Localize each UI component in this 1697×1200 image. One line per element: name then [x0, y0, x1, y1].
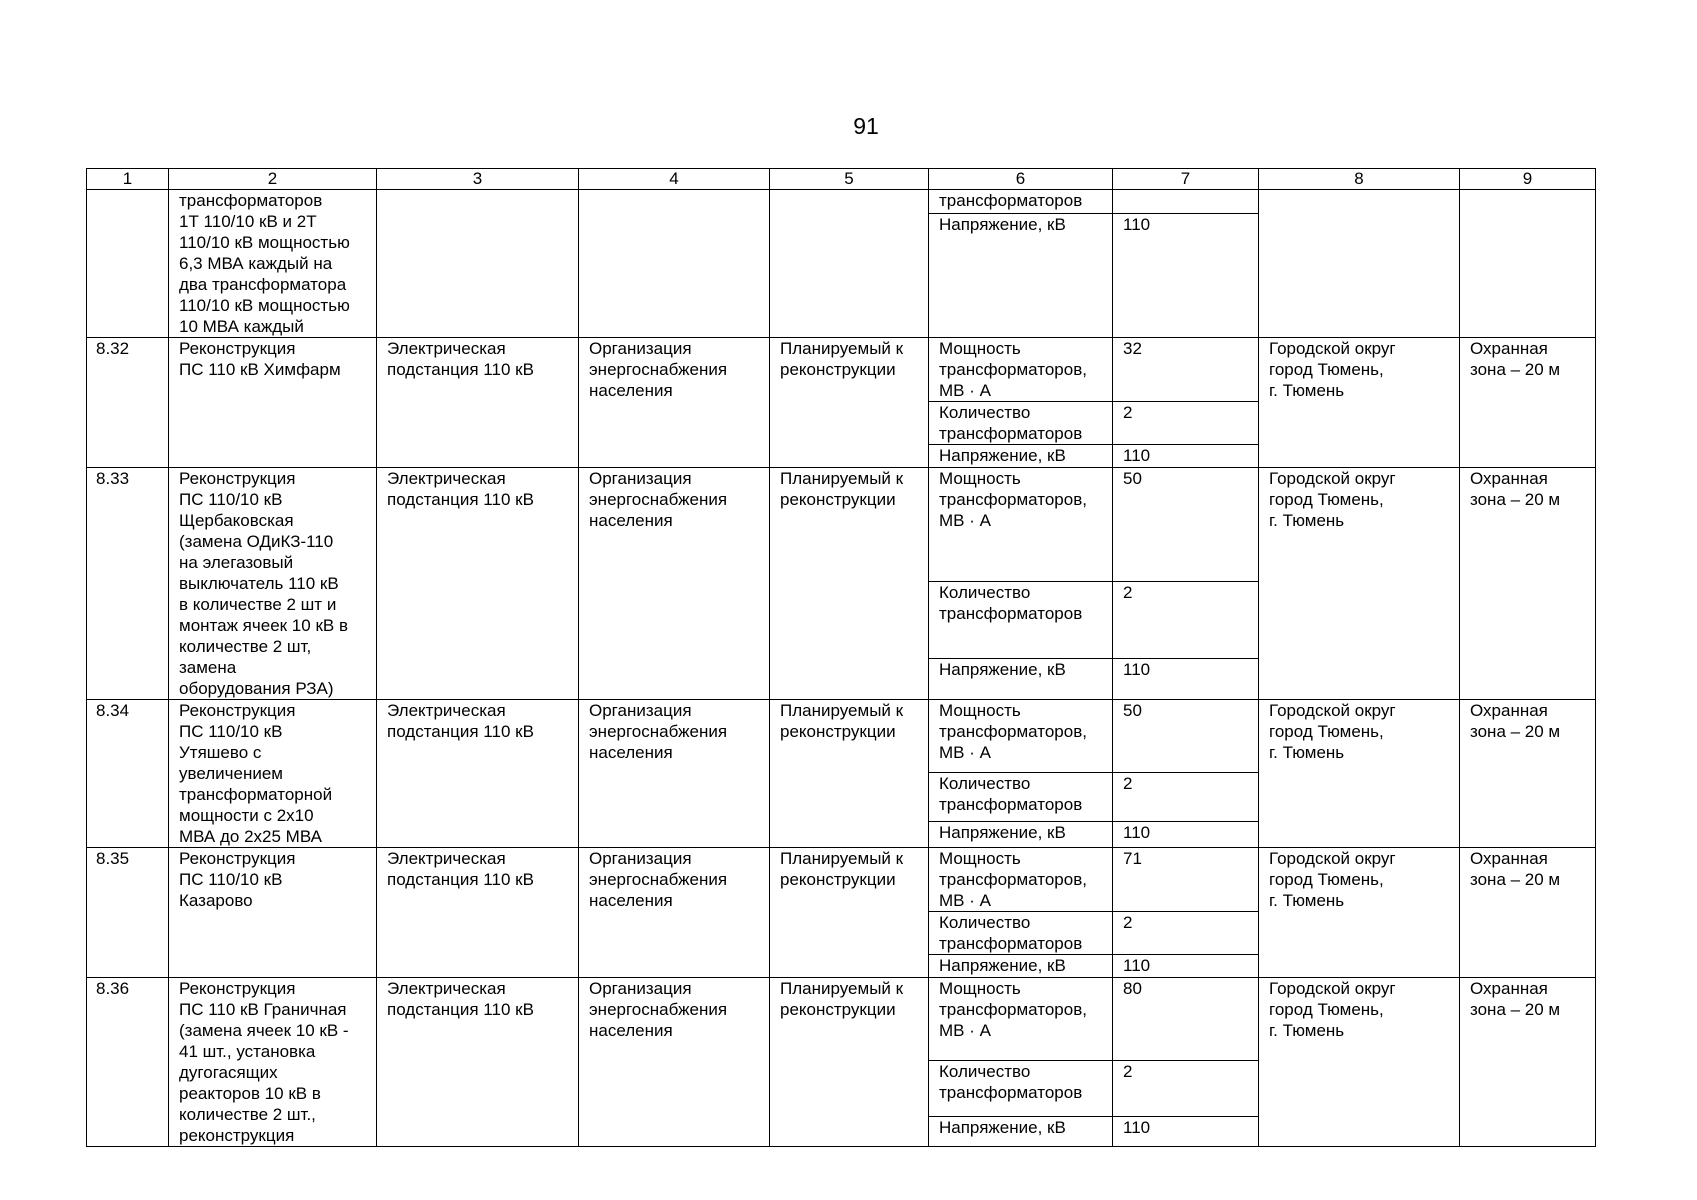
object-cell: Электрическая подстанция 110 кВ [377, 700, 579, 848]
status-cell: Планируемый к реконструкции [770, 338, 929, 468]
param-name-cell: Количество трансформаторов [929, 1061, 1113, 1117]
table-row [87, 700, 1596, 773]
zone-cell: Охранная зона – 20 м [1460, 978, 1596, 1147]
param-value-cell: 50 [1113, 700, 1259, 773]
status-cell: Планируемый к реконструкции [770, 978, 929, 1147]
param-name-cell: Мощность трансформаторов, МВ · А [929, 700, 1113, 773]
purpose-cell: Организация энергоснабжения населения [579, 468, 770, 700]
param-value-cell: 32 [1113, 338, 1259, 402]
location-cell [1259, 190, 1460, 338]
column-header: 5 [770, 169, 929, 190]
param-name-cell: Напряжение, кВ [929, 955, 1113, 978]
row-number-cell: 8.33 [87, 468, 169, 700]
param-value-cell: 110 [1113, 955, 1259, 978]
param-value-cell: 80 [1113, 978, 1259, 1061]
header-row [87, 169, 1596, 190]
data-table [86, 168, 1596, 1147]
purpose-cell: Организация энергоснабжения населения [579, 848, 770, 978]
param-value-cell: 110 [1113, 213, 1259, 337]
object-cell [377, 190, 579, 338]
row-number-cell [87, 190, 169, 338]
object-cell: Электрическая подстанция 110 кВ [377, 978, 579, 1147]
zone-cell: Охранная зона – 20 м [1460, 468, 1596, 700]
param-value-cell: 2 [1113, 402, 1259, 445]
purpose-cell: Организация энергоснабжения населения [579, 338, 770, 468]
param-name-cell: Мощность трансформаторов, МВ · А [929, 848, 1113, 912]
param-value-cell: 2 [1113, 582, 1259, 659]
param-name-cell: Напряжение, кВ [929, 658, 1113, 699]
object-cell: Электрическая подстанция 110 кВ [377, 338, 579, 468]
column-header: 3 [377, 169, 579, 190]
row-number-cell: 8.34 [87, 700, 169, 848]
zone-cell: Охранная зона – 20 м [1460, 700, 1596, 848]
param-name-cell: Мощность трансформаторов, МВ · А [929, 338, 1113, 402]
table-row [87, 978, 1596, 1061]
zone-cell [1460, 190, 1596, 338]
location-cell: Городской округ город Тюмень, г. Тюмень [1259, 338, 1460, 468]
description-cell: Реконструкция ПС 110/10 кВ Казарово [169, 848, 377, 978]
param-value-cell: 2 [1113, 1061, 1259, 1117]
column-header: 8 [1259, 169, 1460, 190]
column-header: 7 [1113, 169, 1259, 190]
column-header: 1 [87, 169, 169, 190]
param-name-cell: Количество трансформаторов [929, 402, 1113, 445]
description-cell: Реконструкция ПС 110 кВ Химфарм [169, 338, 377, 468]
status-cell [770, 190, 929, 338]
purpose-cell: Организация энергоснабжения населения [579, 700, 770, 848]
location-cell: Городской округ город Тюмень, г. Тюмень [1259, 848, 1460, 978]
status-cell: Планируемый к реконструкции [770, 700, 929, 848]
row-number-cell: 8.36 [87, 978, 169, 1147]
param-value-cell: 2 [1113, 772, 1259, 821]
object-cell: Электрическая подстанция 110 кВ [377, 848, 579, 978]
param-name-cell: Напряжение, кВ [929, 445, 1113, 468]
location-cell: Городской округ город Тюмень, г. Тюмень [1259, 468, 1460, 700]
param-value-cell [1113, 190, 1259, 214]
status-cell: Планируемый к реконструкции [770, 848, 929, 978]
param-value-cell: 110 [1113, 821, 1259, 847]
description-cell: Реконструкция ПС 110 кВ Граничная (замена ячеек 10 кВ - 41 шт., установка дугогасящих реакторов 10 кВ в количестве 2 шт., реконструкция [169, 978, 377, 1147]
page-number: 91 [853, 113, 879, 139]
table-row [87, 190, 1596, 214]
param-name-cell: Количество трансформаторов [929, 912, 1113, 955]
param-name-cell: Мощность трансформаторов, МВ · А [929, 468, 1113, 582]
location-cell: Городской округ город Тюмень, г. Тюмень [1259, 978, 1460, 1147]
description-cell: Реконструкция ПС 110/10 кВ Утяшево с увеличением трансформаторной мощности с 2х10 МВА до 2х25 МВА [169, 700, 377, 848]
param-value-cell: 71 [1113, 848, 1259, 912]
param-name-cell: Напряжение, кВ [929, 821, 1113, 847]
param-value-cell: 110 [1113, 658, 1259, 699]
param-name-cell: Количество трансформаторов [929, 772, 1113, 821]
status-cell: Планируемый к реконструкции [770, 468, 929, 700]
purpose-cell: Организация энергоснабжения населения [579, 978, 770, 1147]
object-cell: Электрическая подстанция 110 кВ [377, 468, 579, 700]
param-value-cell: 2 [1113, 912, 1259, 955]
param-name-cell: Мощность трансформаторов, МВ · А [929, 978, 1113, 1061]
purpose-cell [579, 190, 770, 338]
row-number-cell: 8.35 [87, 848, 169, 978]
row-number-cell: 8.32 [87, 338, 169, 468]
param-name-cell: Количество трансформаторов [929, 582, 1113, 659]
table-row [87, 338, 1596, 402]
description-cell: трансформаторов 1Т 110/10 кВ и 2Т 110/10 кВ мощностью 6,3 МВА каждый на два трансформатора 110/10 кВ мощностью 10 МВА каждый [169, 190, 377, 338]
table-row [87, 848, 1596, 912]
param-name-cell: Напряжение, кВ [929, 1117, 1113, 1147]
param-name-cell: трансформаторов [929, 190, 1113, 214]
column-header: 9 [1460, 169, 1596, 190]
param-name-cell: Напряжение, кВ [929, 213, 1113, 337]
location-cell: Городской округ город Тюмень, г. Тюмень [1259, 700, 1460, 848]
column-header: 6 [929, 169, 1113, 190]
param-value-cell: 110 [1113, 445, 1259, 468]
column-header: 2 [169, 169, 377, 190]
description-cell: Реконструкция ПС 110/10 кВ Щербаковская (замена ОДиКЗ-110 на элегазовый выключатель 110 кВ в количестве 2 шт и монтаж ячеек 10 кВ в количестве 2 шт, замена оборудования РЗА) [169, 468, 377, 700]
zone-cell: Охранная зона – 20 м [1460, 848, 1596, 978]
param-value-cell: 50 [1113, 468, 1259, 582]
table-row [87, 468, 1596, 582]
param-value-cell: 110 [1113, 1117, 1259, 1147]
column-header: 4 [579, 169, 770, 190]
zone-cell: Охранная зона – 20 м [1460, 338, 1596, 468]
